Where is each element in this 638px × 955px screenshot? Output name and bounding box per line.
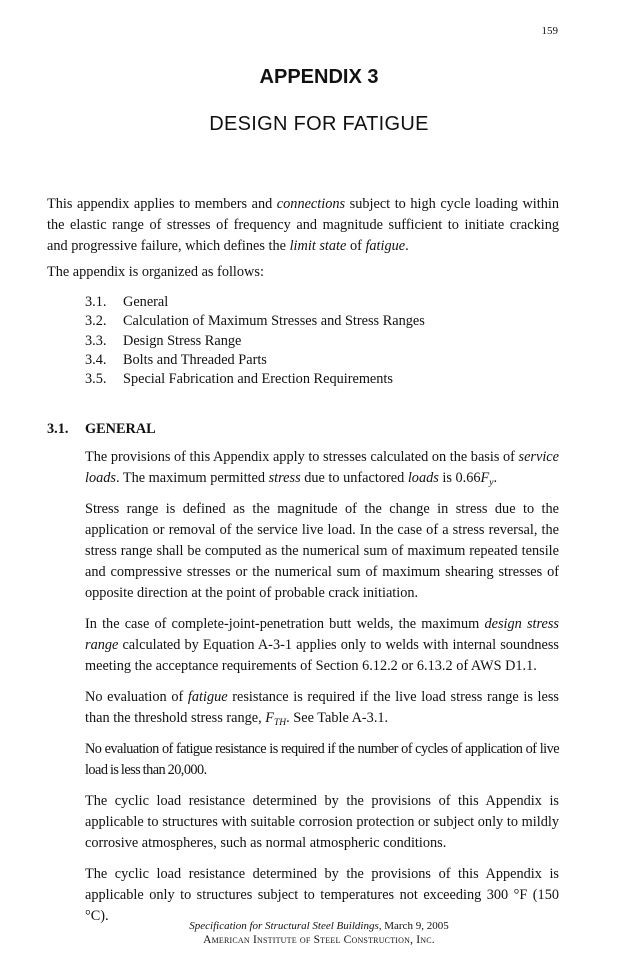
term-connections[interactable]: connections [276,196,346,212]
section-heading [47,421,156,438]
paragraph-provisions: The provisions of this Appendix apply to stresses calculated on the basis of service loads. The maximum permitted stress due to unfactored loads is $0.66F_y$. [85,449,559,488]
paragraph-butt-welds: In the case of complete-joint-penetration butt welds, the maximum design stress range calculated by Equation A-3-1 applies only to welds with internal soundness meeting the acceptance requirements of Section 6.12.2 or 6.13.2 of AWS D1.1. [85,616,559,674]
paragraph-stress-range: Stress range is defined as the magnitude of the change in stress due to the application or removal of the service live load. In the case of a stress reversal, the stress range shall be computed as the numerical sum of maximum repeated tensile and compressive stresses or the numerical sum of maximum shearing stresses of opposite direction at the point of probable crack initiation. [85,501,559,601]
term-limit-state[interactable]: limit state [289,238,347,254]
footer-citation: Specification for Structural Steel Buildings, March 9, 2005 [189,920,449,932]
paragraph-cycles: No evaluation of fatigue resistance is required if the number of cycles of application of live load is less than 20,000. [85,741,559,778]
page-footer [0,919,638,947]
section-number: 3.1. [47,421,69,437]
footer-publisher: American Institute of Steel Construction, Inc. [203,934,435,946]
paragraph-temperature: The cyclic load resistance determined by the provisions of this Appendix is applicable only to structures subject to temperatures not exceeding 300 °F (150 °C). [85,866,559,924]
toc-item: 3.1. General [85,294,169,310]
term-fatigue[interactable]: fatigue [365,238,406,254]
table-of-contents [85,293,559,389]
appendix-heading: APPENDIX 3 [259,66,379,88]
page-number: 159 [541,25,558,37]
toc-item: 3.3. Design Stress Range [85,332,242,349]
toc-item: 3.5. Special Fabrication and Erection Requirements [85,371,393,388]
term-stress[interactable]: stress [268,470,301,486]
paragraph-corrosion: The cyclic load resistance determined by the provisions of this Appendix is applicable to structures with suitable corrosion protection or subject only to mildly corrosive atmospheres, such as normal atmospheric conditions. [85,793,559,851]
section-body [85,447,559,937]
section-title: GENERAL [85,421,156,437]
term-design-stress-range[interactable]: design stress range [85,616,559,653]
appendix-title: DESIGN FOR FATIGUE [209,113,429,135]
toc-item: 3.4. Bolts and Threaded Parts [85,351,267,368]
intro-organization: The appendix is organized as follows: [47,264,264,280]
intro-paragraph: This appendix applies to members and connections subject to high cycle loading within the elastic range of stresses of frequency and magnitude sufficient to initiate cracking and progressive failure, which defines the limit state of fatigue. [47,196,560,254]
term-service-loads[interactable]: service loads [85,449,559,486]
paragraph-threshold: No evaluation of fatigue resistance is required if the live load stress range is less than the threshold stress range, $F_{TH}$. See Table A-3.1. [85,689,559,728]
term-loads[interactable]: loads [407,470,439,486]
term-fatigue[interactable]: fatigue [187,689,228,705]
toc-item: 3.2. Calculation of Maximum Stresses and Stress Ranges [85,313,425,330]
